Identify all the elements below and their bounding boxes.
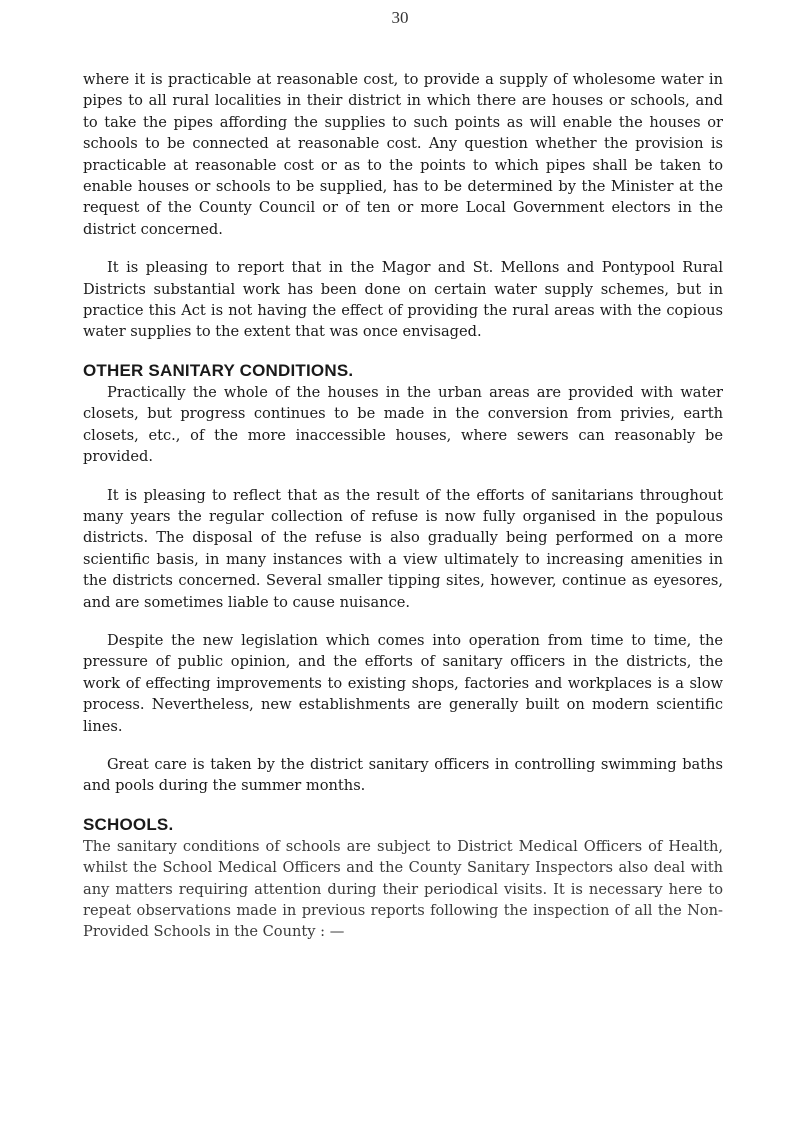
paragraph-water-closets: Practically the whole of the houses in the urban areas are provided with water closets, but progress continues to be made in the conversion from privies, earth closets, etc., of the more inaccessible houses, where sewers can reasonably be provided. <box>83 383 723 466</box>
paragraph-schools-sanitary: The sanitary conditions of schools are subject to District Medical Officers of Health, whilst the School Medical Officers and the County Sanitary Inspectors also deal with any matters requiring attention during their periodical visits. It is necessary here to repeat observations made in previous reports following the inspection of all the Non-Provided Schools in the County : — <box>83 837 723 941</box>
paragraph-swimming-baths: Great care is taken by the district sanitary officers in controlling swimming baths and pools during the summer months. <box>83 755 723 795</box>
paragraph-water-supply-report: It is pleasing to report that in the Magor and St. Mellons and Pontypool Rural Districts substantial work has been done on certain water supply schemes, but in practice this Act is not having the effect of providing the rural areas with the copious water supplies to the extent that was once envisaged. <box>83 259 723 341</box>
paragraph-shops-factories: Despite the new legislation which comes into operation from time to time, the pressure of public opinion, and the efforts of sanitary officers in the districts, the work of effecting improvements to existing shops, factories and workplaces is a slow process. Nevertheless, new establishments are generally built on modern scientific lines. <box>83 631 723 735</box>
heading-other-sanitary-conditions: OTHER SANITARY CONDITIONS. <box>83 360 354 380</box>
page-number: 30 <box>391 8 409 27</box>
page-content <box>83 69 723 960</box>
paragraph-refuse-collection: It is pleasing to reflect that as the result of the efforts of sanitarians throughout many years the regular collection of refuse is now fully organised in the populous districts. The disposal of the refuse is also gradually being performed on a more scientific basis, in many instances with a view ultimately to increasing amenities in the districts concerned. Several smaller tipping sites, however, continue as eyesores, and are sometimes liable to cause nuisance. <box>83 486 723 611</box>
heading-schools: SCHOOLS. <box>83 814 174 834</box>
paragraph-water-supply-continued: where it is practicable at reasonable cost, to provide a supply of wholesome water in pipes to all rural localities in their district in which there are houses or schools, and to take the pipes affording the supplies to such points as will enable the houses or schools to be connected at reasonable cost. Any question whether the provision is practicable at reasonable cost or as to the points to which pipes shall be taken to enable houses or schools to be supplied, has to be determined by the Minister at the request of the County Council or of ten or more Local Government electors in the district concerned. <box>83 71 723 238</box>
